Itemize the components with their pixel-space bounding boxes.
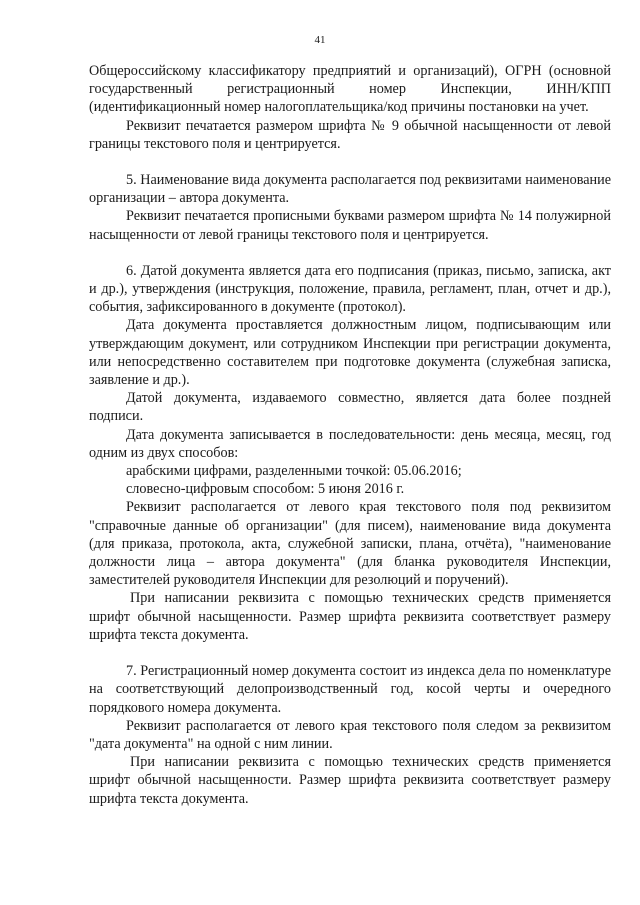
paragraph-date-sequence: Дата документа записывается в последовательности: день месяца, месяц, год одним из двух способов: <box>89 426 611 461</box>
section-5-heading-paragraph: 5. Наименование вида документа располагается под реквизитами наименование организации – автора документа. <box>89 172 611 207</box>
paragraph-date-arabic: арабскими цифрами, разделенными точкой: 05.06.2016; <box>126 463 462 480</box>
paragraph-regnum-font: При написании реквизита с помощью технических средств применяется шрифт обычной насыщенности. Размер шрифта реквизита соответствует размеру шрифта текста документа. <box>89 754 611 807</box>
paragraph-inn-kpp: Общероссийскому классификатору предприятий и организаций), ОГРН (основной государственный регистрационный номер Инспекции, ИНН/КПП (идентификационный номер налогоплательщика/код причины постановки на учет. <box>89 63 611 116</box>
paragraph-requisite-font-9: Реквизит печатается размером шрифта № 9 обычной насыщенности от левой границы текстового поля и центрируется. <box>89 117 611 152</box>
paragraph-date-position: Реквизит располагается от левого края текстового поля под реквизитом "справочные данные об организации" (для писем), наименование вида документа (для приказа, протокола, акта, служебной записки, плана, отчёта), "наименование должности лица – автора документа" (для бланка руководителя Инспекции, заместителей руководителя Инспекции для резолюций и поручений). <box>89 499 611 589</box>
section-6-heading-paragraph: 6. Датой документа является дата его подписания (приказ, письмо, записка, акт и др.), утверждения (инструкция, положение, правила, регламент, план, отчет и др.), события, зафиксированного в документе (протокол). <box>89 262 611 316</box>
section-7-heading-paragraph: 7. Регистрационный номер документа состоит из индекса дела по номенклатуре на соответствующий делопроизводственный год, косой черты и очередного порядкового номера документа. <box>89 663 611 716</box>
paragraph-regnum-position: Реквизит располагается от левого края текстового поля следом за реквизитом "дата документа" на одной с ним линии. <box>89 717 611 752</box>
page-body <box>89 62 611 808</box>
paragraph-requisite-font-14: Реквизит печатается прописными буквами размером шрифта № 14 полужирной насыщенности от левой границы текстового поля и центрируется. <box>89 208 611 243</box>
paragraph-joint-date: Датой документа, издаваемого совместно, является дата более поздней подписи. <box>89 390 611 425</box>
page-number: 41 <box>314 34 326 46</box>
paragraph-date-set-by: Дата документа проставляется должностным лицом, подписывающим или утверждающим документ, или сотрудником Инспекции при регистрации документа, или непосредственно составителем при подготовке документа (служебная записка, заявление и др.). <box>89 317 611 389</box>
paragraph-date-font: При написании реквизита с помощью технических средств применяется шрифт обычной насыщенности. Размер шрифта реквизита соответствует размеру шрифта текста документа. <box>89 590 611 643</box>
paragraph-date-verbal: словесно-цифровым способом: 5 июня 2016 г. <box>126 481 405 498</box>
